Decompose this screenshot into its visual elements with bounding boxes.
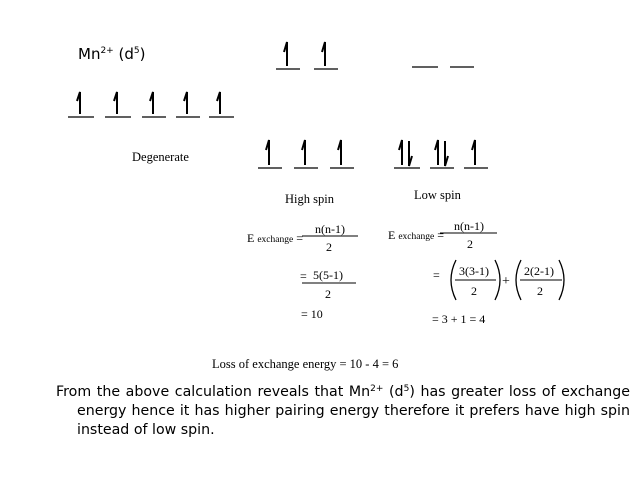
conclusion-text-3: ) has greater loss of exchange energy hence it has higher pairing energy therefore it prefers have high spin instead of low spin.	[77, 384, 630, 438]
high-spin-t2g-orbitals	[258, 140, 354, 168]
ion-config-close: )	[139, 45, 146, 63]
e-subscript: exchange	[398, 232, 435, 242]
degenerate-label: Degenerate	[132, 150, 189, 164]
low-spin-term1-numerator: 3(3-1)	[459, 264, 489, 278]
high-spin-label: High spin	[285, 192, 334, 206]
high-spin-formula-denominator: 2	[326, 240, 332, 254]
high-spin-sub-equals: =	[300, 269, 307, 283]
high-spin-eg-orbitals	[276, 42, 338, 69]
low-spin-term2-denominator: 2	[537, 284, 543, 298]
conclusion-text-1: From the above calculation reveals that Mn	[56, 384, 371, 400]
high-spin-result: = 10	[301, 307, 323, 321]
conclusion-config-sup: 5	[403, 384, 410, 394]
low-spin-formula-denominator: 2	[467, 237, 473, 251]
ion-config-open: (d	[118, 45, 134, 63]
high-spin-formula-numerator: n(n-1)	[315, 222, 345, 236]
e-subscript: exchange	[257, 235, 294, 245]
equals-sign: =	[296, 231, 303, 245]
e-symbol: E	[247, 231, 255, 245]
low-spin-e-exchange	[388, 228, 444, 243]
ion-symbol: Mn	[78, 45, 101, 63]
e-symbol: E	[388, 228, 396, 242]
low-spin-plus: +	[502, 274, 510, 289]
ion-config-sup: 5	[133, 46, 140, 56]
conclusion-paragraph	[56, 383, 630, 440]
conclusion-charge: 2+	[370, 384, 384, 394]
ion-label	[78, 45, 145, 63]
low-spin-label: Low spin	[414, 188, 461, 202]
conclusion-text-2: (d	[383, 384, 404, 400]
high-spin-sub-numerator: 5(5-1)	[313, 268, 343, 282]
low-spin-t2g-orbitals	[394, 140, 488, 168]
high-spin-sub-denominator: 2	[325, 287, 331, 301]
equals-sign: =	[437, 228, 444, 242]
low-spin-term1-denominator: 2	[471, 284, 477, 298]
high-spin-e-exchange	[247, 231, 303, 246]
loss-of-exchange-energy: Loss of exchange energy = 10 - 4 = 6	[212, 357, 399, 371]
low-spin-result: = 3 + 1 = 4	[432, 312, 486, 326]
low-spin-sub-equals: =	[433, 268, 440, 282]
low-spin-formula-numerator: n(n-1)	[454, 219, 484, 233]
ion-charge: 2+	[100, 46, 114, 56]
low-spin-term2-numerator: 2(2-1)	[524, 264, 554, 278]
degenerate-orbitals	[68, 92, 234, 117]
